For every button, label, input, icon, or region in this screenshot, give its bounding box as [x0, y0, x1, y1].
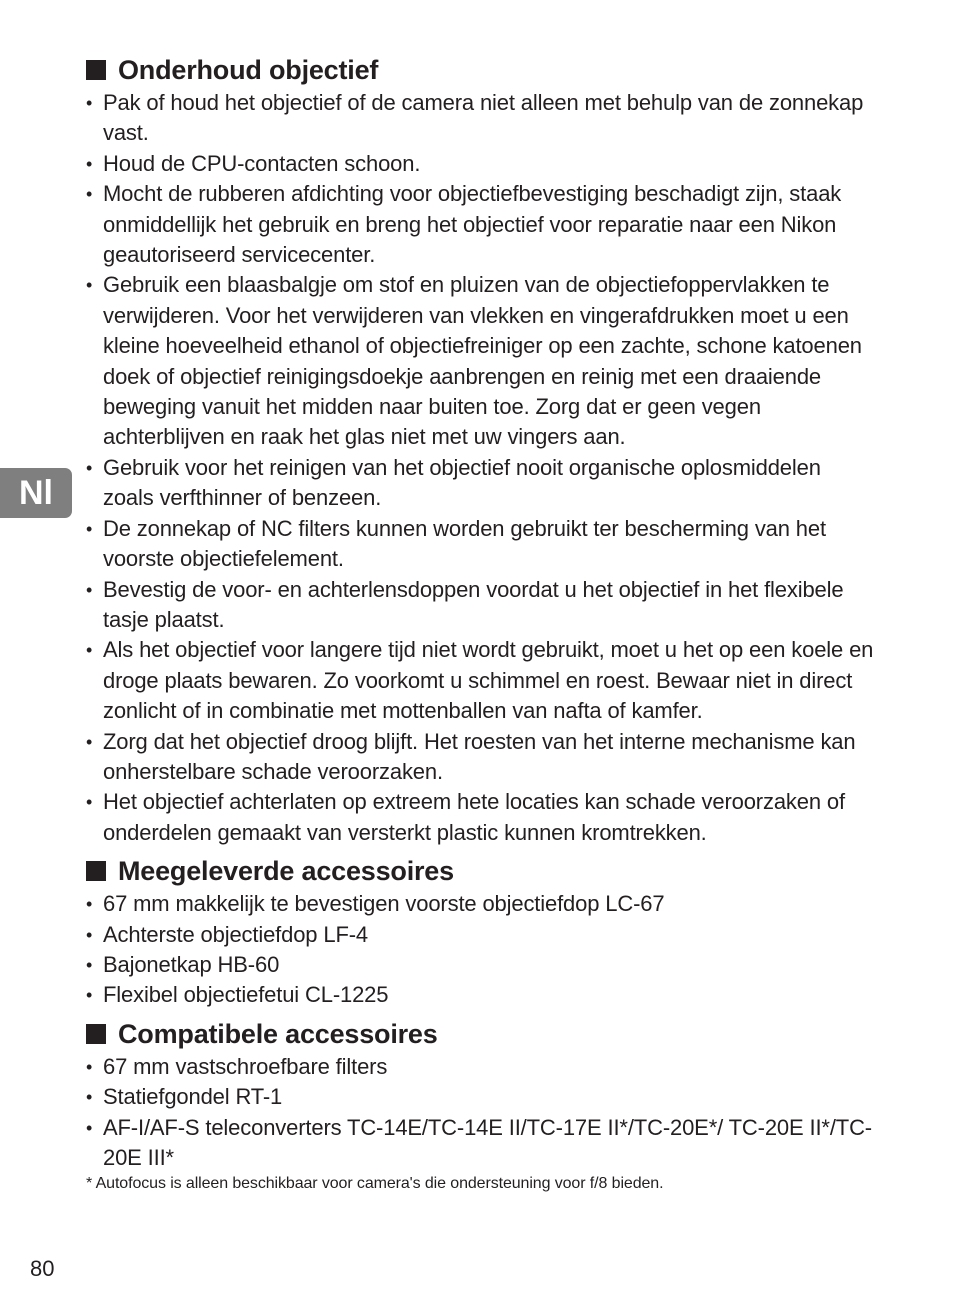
footnote: * Autofocus is alleen beschikbaar voor camera's die ondersteuning voor f/8 bieden.: [86, 1175, 664, 1193]
list-item: • Flexibel objectiefetui CL-1225: [86, 980, 876, 1010]
compatible-accessories-list: [86, 1052, 876, 1174]
list-item: • Als het objectief voor langere tijd niet wordt gebruikt, moet u het op een koele en droge plaats bewaren. Zo voorkomt u schimmel en roest. Bewaar niet in direct zonlicht of in combinatie met mottenballen van nafta of kamfer.: [86, 635, 876, 726]
square-bullet-icon: [86, 60, 106, 80]
supplied-accessories-list: [86, 889, 876, 1011]
section-heading-meegeleverd: [86, 853, 876, 889]
list-item: • Gebruik een blaasbalgje om stof en pluizen van de objectiefoppervlakken te verwijderen. Voor het verwijderen van vlekken en vingerafdrukken moet u een kleine hoeveelheid ethanol of objectiefreiniger op een zachte, schone katoenen doek of objectief reinigingsdoekje aanbrengen en reinig met een draaiende beweging vanuit het midden naar buiten toe. Zorg dat er geen vegen achterblijven en raak het glas niet met uw vingers aan.: [86, 270, 876, 452]
list-item: • Pak of houd het objectief of de camera niet alleen met behulp van de zonnekap vast.: [86, 88, 876, 149]
page-number: 80: [30, 1256, 55, 1281]
list-item: • Bevestig de voor- en achterlensdoppen voordat u het objectief in het flexibele tasje plaatst.: [86, 575, 876, 636]
maintenance-list: [86, 88, 876, 848]
section-title: Onderhoud objectief: [118, 55, 379, 85]
page-content: [86, 52, 876, 1211]
list-item: • Statiefgondel RT-1: [86, 1082, 876, 1112]
section-title: Compatibele accessoires: [118, 1018, 438, 1049]
list-item: • Mocht de rubberen afdichting voor objectiefbevestiging beschadigt zijn, staak onmiddellijk het gebruik en breng het objectief voor reparatie naar een Nikon geautoriseerd servicecenter.: [86, 179, 876, 270]
list-item: • Bajonetkap HB-60: [86, 950, 876, 980]
section-title: Meegeleverde accessoires: [118, 856, 454, 887]
list-item: • AF-I/AF-S teleconverters TC-14E/TC-14E II/TC-17E II*/TC-20E*/ TC-20E II*/TC-20E III*: [86, 1113, 876, 1174]
list-item: • Houd de CPU-contacten schoon.: [86, 149, 876, 179]
language-tab-label: Nl: [19, 473, 53, 512]
square-bullet-icon: [86, 861, 106, 881]
section-heading-onderhoud: [86, 52, 876, 88]
section-heading-compatibel: [86, 1016, 876, 1052]
list-item: • De zonnekap of NC filters kunnen worden gebruikt ter bescherming van het voorste objectiefelement.: [86, 514, 876, 575]
list-item: • 67 mm makkelijk te bevestigen voorste objectiefdop LC-67: [86, 889, 876, 919]
language-tab: [0, 468, 72, 518]
list-item: • Zorg dat het objectief droog blijft. Het roesten van het interne mechanisme kan onherstelbare schade veroorzaken.: [86, 727, 876, 788]
list-item: • Het objectief achterlaten op extreem hete locaties kan schade veroorzaken of onderdelen gemaakt van versterkt plastic kunnen kromtrekken.: [86, 787, 876, 848]
list-item: • 67 mm vastschroefbare filters: [86, 1052, 876, 1082]
list-item: • Achterste objectiefdop LF-4: [86, 920, 876, 950]
list-item: • Gebruik voor het reinigen van het objectief nooit organische oplosmiddelen zoals verfthinner of benzeen.: [86, 453, 876, 514]
square-bullet-icon: [86, 1024, 106, 1044]
